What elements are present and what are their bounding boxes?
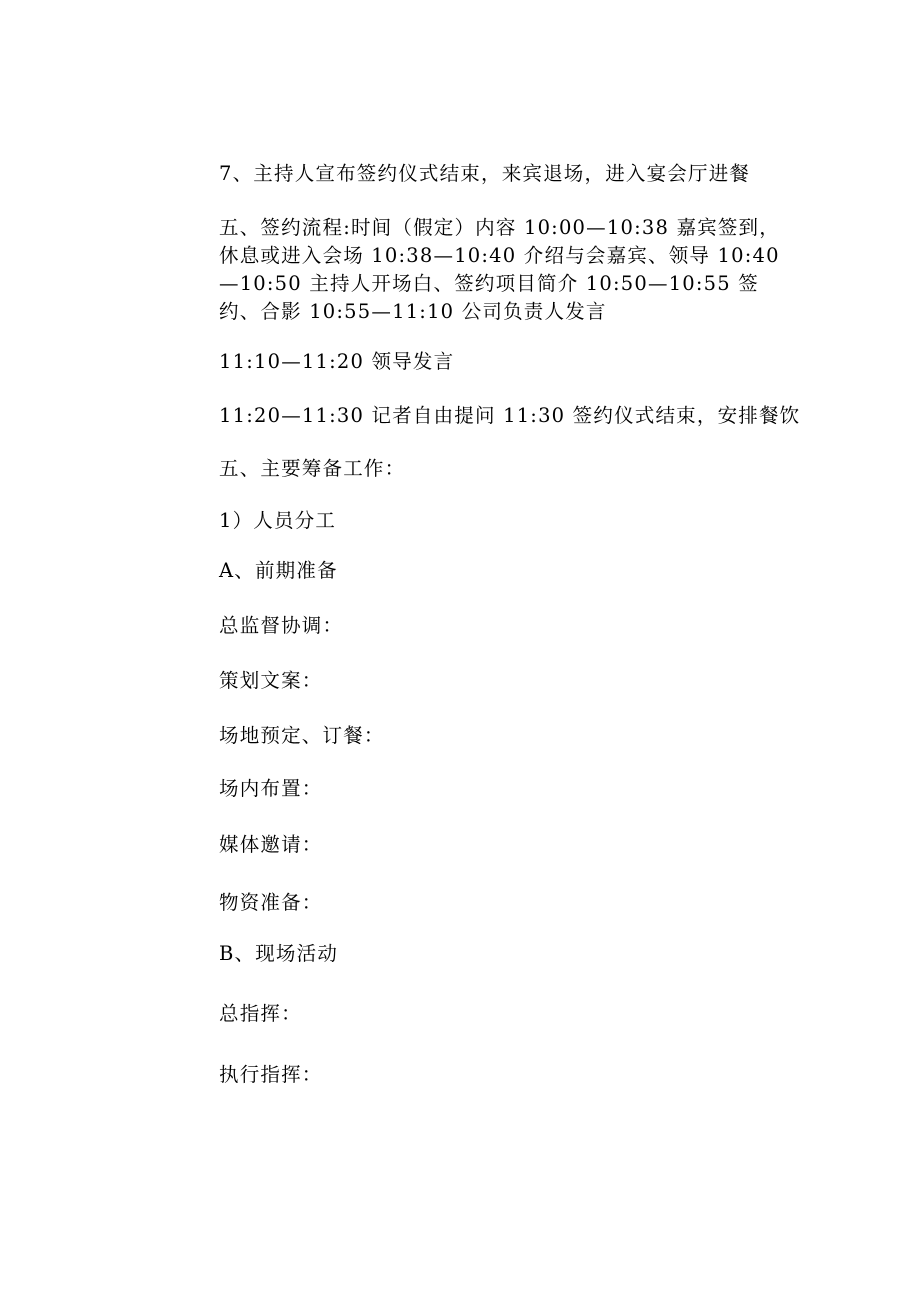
item-executive-director: 执行指挥： — [219, 1063, 323, 1086]
item-venue-booking: 场地预定、订餐： — [219, 724, 385, 747]
item-planning-copy: 策划文案： — [219, 669, 323, 692]
paragraph-signing-process: 五、签约流程:时间（假定）内容 10:00—10:38 嘉宾签到，休息或进入会场 10:38—10:40 介绍与会嘉宾、领导 10:40—10:50 主持人开场白、签约项目简介 10:50—10:55 签约、合影 10:55—11:10 公司负责人发言 — [219, 216, 780, 323]
paragraph-press-questions: 11:20—11:30 记者自由提问 11:30 签约仪式结束，安排餐饮 — [219, 404, 801, 427]
paragraph-ceremony-end: 7、主持人宣布签约仪式结束，来宾退场，进入宴会厅进餐 — [219, 162, 751, 185]
item-media-invitation: 媒体邀请： — [219, 833, 323, 856]
subheading-staff-division: 1）人员分工 — [219, 509, 337, 532]
section-heading-preparation: 五、主要筹备工作： — [219, 457, 406, 480]
subheading-pre-preparation: A、前期准备 — [219, 559, 338, 582]
item-venue-layout: 场内布置： — [219, 777, 323, 800]
item-chief-director: 总指挥： — [219, 1002, 302, 1025]
item-materials-prep: 物资准备： — [219, 891, 323, 914]
paragraph-leader-speech: 11:10—11:20 领导发言 — [219, 350, 455, 373]
subheading-onsite-activity: B、现场活动 — [219, 942, 339, 965]
item-chief-coordinator: 总监督协调： — [219, 614, 344, 637]
